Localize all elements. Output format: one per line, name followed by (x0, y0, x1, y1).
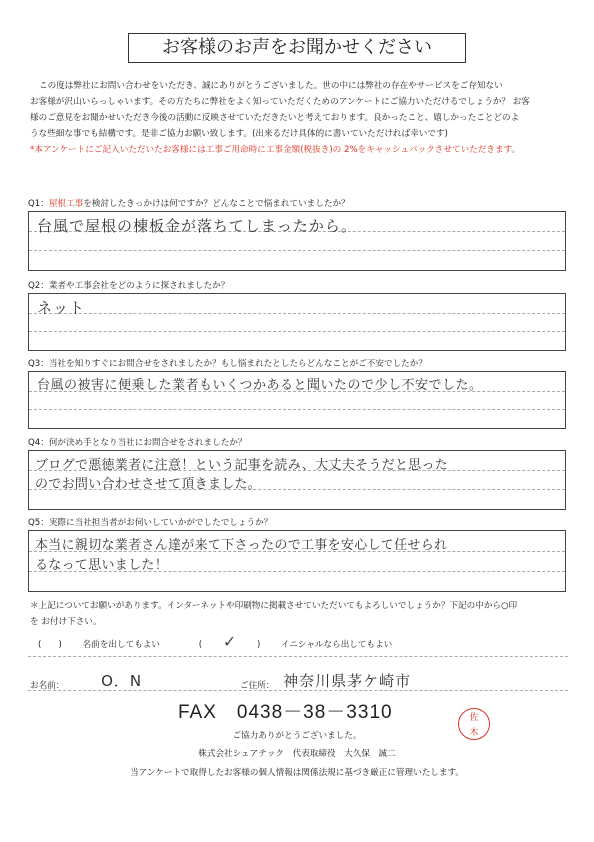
fax-number: FAX 0438－38－3310 (178, 702, 393, 723)
answer-box-2[interactable] (28, 293, 566, 351)
divider (28, 690, 568, 691)
consent-text: ＊上記についてお願いがあります。インターネットや印刷物に掲載させていただいてもよろしいでしょうか？下記の中から○印 を お付け下さい。 (30, 601, 518, 627)
answer-box-1[interactable] (28, 211, 566, 271)
question-highlight: 屋根工事 (48, 199, 84, 209)
footer-company: 株式会社シェアテック 代表取締役 大久保 誠二 (198, 749, 396, 759)
footer-privacy: 当アンケートで取得したお客様の個人情報は関係法規に基づき厳正に管理いたします。 (130, 768, 464, 778)
intro-text (30, 78, 570, 158)
answer-text: 台風で屋根の棟板金が落ちてしまったから。 (37, 217, 357, 235)
intro-line: この度は弊社にお問い合わせをいただき、誠にありがとうございました。世の中には弊社の存在やサービスをご存知ない (39, 81, 503, 91)
answer-text: 台風の被害に便乗した業者もいくつかあると聞いたので少し不安でした。 (37, 378, 483, 393)
answer-text: のでお問い合わせさせて頂きました。 (35, 477, 262, 492)
option-name[interactable] (38, 640, 181, 650)
divider (28, 656, 568, 657)
intro-line: 様のご意見をお聞かせいただき今後の活動に反映させていただきたいと考えております。良かったこと、嬉しかったことどのよ (30, 113, 520, 123)
footer-thanks: ご協力ありがとうございました。 (232, 731, 362, 741)
option-initials-label: イニシャルなら出してもよい (281, 640, 393, 650)
answer-box-4[interactable] (28, 450, 566, 510)
question-5: Q5：実際に当社担当者がお伺いしていかがでしたでしょうか？ (28, 518, 273, 528)
page-title: お客様のお声をお聞かせください (128, 33, 466, 63)
seal-stamp: 佐 木 (458, 708, 490, 740)
answer-text: ブログで悪徳業者に注意！という記事を読み、大丈夫そうだと思った (35, 458, 449, 473)
name-value: O．N (101, 672, 143, 690)
check-mark-icon: ✓ (222, 632, 237, 651)
publish-options (38, 632, 428, 651)
answer-text: ネット (37, 299, 86, 317)
answer-text: 本当に親切な業者さん達が来て下さったので工事を安心して任せられ (35, 538, 448, 553)
answer-box-5[interactable] (28, 530, 566, 592)
intro-line: お客様が沢山いらっしゃいます。その方たちに弊社をよく知っていただくためのアンケートにご協力いただけるでしょうか？ お客 (30, 97, 530, 107)
option-name-label: 名前を出してもよい (82, 640, 160, 650)
option-initials[interactable]: ( ✓ ) イニシャルなら出してもよい (198, 632, 393, 651)
question-3: Q3：当社を知りすぐにお問合せをされましたか？もし悩まれたとしたらどんなことがご不安でしたか？ (28, 359, 427, 369)
question-2: Q2：業者や工事会社をどのように探されましたか？ (28, 281, 230, 291)
answer-box-3[interactable] (28, 371, 566, 429)
question-4: Q4：何が決め手となり当社にお問合せをされましたか？ (28, 438, 247, 448)
question-1: Q1：屋根工事を検討したきっかけは何ですか？どんなことで悩まれていましたか？ (28, 199, 350, 209)
cashback-note: *本アンケートにご記入いただいたお客様には工事ご用命時に工事金額(税抜き)の 2%をキャッシュバックさせていただきます。 (30, 145, 521, 155)
address-label: ご住所： (240, 681, 275, 691)
answer-text: るなって思いました！ (35, 558, 169, 573)
name-label: お名前： (30, 681, 65, 691)
address-value: 神奈川県茅ケ崎市 (283, 672, 412, 690)
intro-line: うな些細な事でも結構です。是非ご協力お願い致します。(出来るだけ具体的に書いていただければ幸いです) (30, 129, 448, 139)
option-name-paren: ( ) (38, 640, 62, 650)
